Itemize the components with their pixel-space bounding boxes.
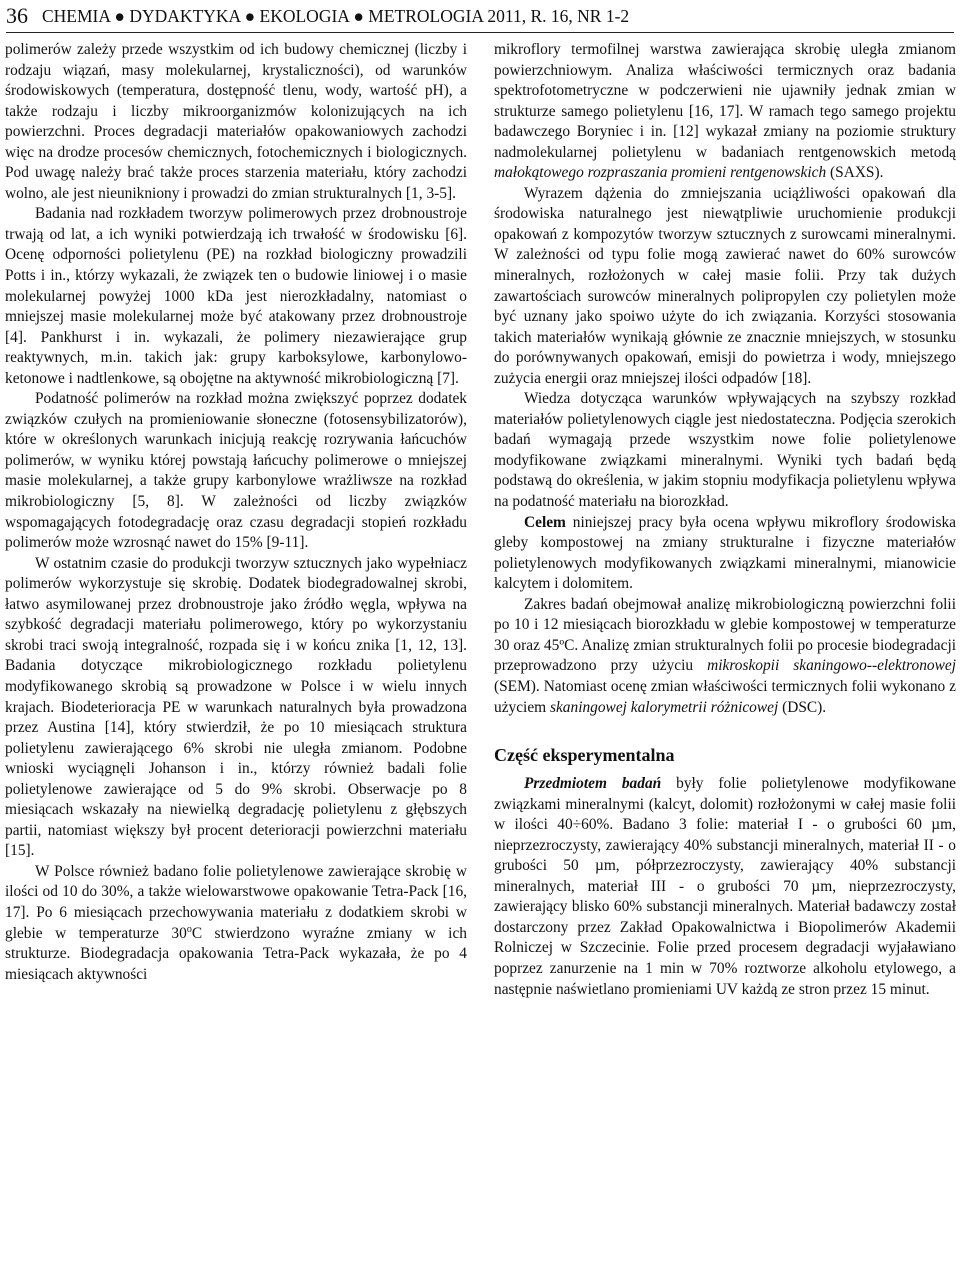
paragraph-text: (SAXS). <box>826 164 884 182</box>
paragraph <box>494 774 956 1000</box>
paragraph: Badania nad rozkładem tworzyw polimerowych przez drobnoustroje trwają od lat, a ich wyniki potwierdzają ich trwałość w środowisku [6]. Ocenę odporności polietylenu (PE) na rozkład biologiczny prowadzili Potts i in., którzy wykazali, że związek ten o budowie liniowej i o masie molekularnej powyżej 1000 kDa jest nierozkładalny, natomiast o mniejszej masie molekularnej może być atakowany przez drobnoustroje [4]. Pankhurst i in. wykazali, że polimery niezawierające grup reaktywnych, m.in. takich jak: grupy karboksylowe, karbonylowo-ketonowe i nadtlenkowe, są obojętne na aktywność mikrobiologiczną [7]. <box>5 205 467 387</box>
bold-italic-term: Przedmiotem badań <box>524 775 662 793</box>
section-heading: Część eksperymentalna <box>494 745 675 766</box>
paragraph-text: niniejszej pracy była ocena wpływu mikroflory środowiska gleby kompostowej na zmiany strukturalne i fizyczne materiałów polietylenowych modyfikowanych związkami mineralnymi, mianowicie kalcytem i dolomitem. <box>494 513 956 593</box>
paragraph <box>5 862 467 985</box>
paragraph-text: były folie polietylenowe modyfikowane związkami mineralnymi (kalcyt, dolomit) rozłożonymi w całej masie folii w ilości 40÷60%. Badano 3 folie: materiał I - o grubości 60 µm, nieprzezroczysty, zawierający 40% substancji mineralnych, materiał II - o grubości 50 µm, półprzezroczysty, zawierający 40% substancji mineralnych, materiał III - o grubości 70 µm, nieprzezroczysty, zawierający blisko 60% substancji mineralnych. Materiał badawczy został dostarczony przez Zakład Opakowalnictwa i Biopolimerów Akademii Rolniczej w Szczecinie. Folie przed procesem degradacji wyjaławiano poprzez zanurzenie na 1 min w 70% roztworze alkoholu etylowego, a następnie naświetlano promieniami UV każdą ze stron przez 15 minut. <box>494 775 956 998</box>
paragraph: Wyrazem dążenia do zmniejszania uciążliwości opakowań dla środowiska naturalnego jest niewątpliwie uruchomienie produkcji opakowań z kompozytów tworzyw sztucznych z surowcami mineralnymi. W zależności od typu folie mogą zawierać nawet do 60% surowców mineralnych, rozłożonych w całej masie folii. Przy tak dużych zawartościach surowców mineralnych polipropylen czy polietylen może być uznany jako spoiwo użyte do ich związania. Korzyści stosowania takich materiałów wynikają głównie ze znacznie mniejszych, w stosunku do porównywanych opakowań, emisji do powietrza i wody, mniejszego zużycia energii oraz mniejszej ilości odpadów [18]. <box>494 184 956 387</box>
paragraph <box>494 595 956 718</box>
paragraph <box>494 40 956 184</box>
right-column <box>494 40 956 1000</box>
paragraph-text: mikroflory termofilnej warstwa zawierająca skrobię uległa zmianom powierzchniowym. Analiza właściwości termicznych oraz badania spektrofotometryczne w podczerwieni nie ujawniły jednak zmian w strukturze samego polietylenu [16, 17]. W ramach tego samego projektu badawczego Boryniec i in. [12] wykazał zmiany na poziomie struktury nadmolekularnej polietylenu w badaniach rentgenowskich metodą <box>494 41 956 161</box>
paragraph: polimerów zależy przede wszystkim od ich budowy chemicznej (liczby i rodzaju wiązań, masy molekularnej, krystaliczności), od warunków środowiskowych (temperatura, dostępność tlenu, wody, wartość pH), a także rodzaju i liczby mikroorganizmów kolonizujących na ich powierzchni. Proces degradacji materiałów opakowaniowych zachodzi więc na drodze procesów chemicznych, fotochemicznych i biologicznych. Pod uwagę należy brać także proces starzenia materiału, który zachodzi wolno, ale jest nieunikniony i prowadzi do zmian strukturalnych [1, 3-5]. <box>5 41 467 202</box>
running-title: CHEMIA ● DYDAKTYKA ● EKOLOGIA ● METROLOGIA 2011, R. 16, NR 1-2 <box>42 6 630 26</box>
paragraph-text: (DSC). <box>778 698 827 716</box>
italic-term: skaningowej kalorymetrii różnicowej <box>549 698 779 716</box>
page-number: 36 <box>6 3 28 28</box>
italic-term: mikroskopii skaningowo--elektronowej <box>707 657 956 675</box>
paragraph-text: C stwierdzono wyraźne zmiany w ich strukturze. Biodegradacja opakowania Tetra-Pack wykazała, że po 4 miesiącach aktywności <box>5 924 467 983</box>
left-column <box>5 40 467 985</box>
paragraph: Wiedza dotycząca warunków wpływających na szybszy rozkład materiałów polietylenowych ciągle jest niedostateczna. Podjęcia szerokich badań wymagają przede wszystkim nowe folie polietylenowe modyfikowane związkami mineralnymi. Wyniki tych badań będą podstawą do określenia, w jakim stopniu modyfikacja polietylenu wpływa na podatność materiału na biorozkład. <box>494 390 956 511</box>
paragraph-text: W Polsce również badano folie polietylenowe zawierające skrobię w ilości od 10 do 30%, a także wielowarstwowe opakowanie Tetra-Pack [16, 17]. Po 6 miesiącach przechowywania materiału z dodatkiem skrobi w glebie w temperaturze 30 <box>5 862 467 942</box>
paragraph <box>494 513 956 595</box>
superscript-degree: o <box>186 923 192 935</box>
bold-term: Celem <box>524 513 566 531</box>
paragraph-text: Zakres badań obejmował analizę mikrobiologiczną powierzchni folii po 10 i 12 miesiącach biorozkładu w glebie kompostowej w temperaturze 30 oraz 45ºC. Analizę zmian strukturalnych folii po procesie biodegradacji przeprowadzono przy użyciu <box>494 595 956 675</box>
paragraph: Podatność polimerów na rozkład można zwiększyć poprzez dodatek związków czułych na promieniowanie słoneczne (fotosensybilizatorów), które w określonych warunkach inicjują reakcję rozrywania łańcuchów polimerów, w wyniku której powstają łańcuchy polimerowe o mniejszej masie molekularnej, a także grupy karbonylowe wrażliwsze na rozkład mikrobiologiczny [5, 8]. W zależności od liczby związków wspomagających fotodegradację oraz czasu degradacji stopień rozkładu polimerów może wzrosnąć nawet do 15% [9-11]. <box>5 390 467 552</box>
paragraph-text: (SEM). Natomiast ocenę zmian właściwości termicznych folii wykonano z użyciem <box>494 677 956 716</box>
italic-term: małokątowego rozpraszania promieni rentgenowskich <box>494 164 827 182</box>
paragraph: W ostatnim czasie do produkcji tworzyw sztucznych jako wypełniacz polimerów wykorzystuje się skrobię. Dodatek biodegradowalnej skrobi, łatwo asymilowanej przez drobnoustroje jako źródło węgla, wpływa na szybkość degradacji materiału polimerowego, który po wykorzystaniu skrobi traci swoją integralność, rozpada się i w końcu znika [1, 12, 13]. Badania dotyczące mikrobiologicznego rozkładu polietylenu modyfikowanego skrobią są prowadzone w Polsce i w wielu innych krajach. Biodeterioracja PE w warunkach naturalnych była prowadzona przez Austina [14], który stwierdził, że po 10 miesiącach struktura polietylenu zawierającego 6% skrobi nie uległa zmianom. Podobne wnioski wyciągnęli Johanson i in., którzy również badali folie polietylenowe zawierające od 5 do 9% skrobi. Obserwacje po 8 miesiącach wskazały na niewielką degradację polietylenu z głębszych partii, natomiast większy był procent deterioracji powierzchni materiału [15]. <box>5 554 467 860</box>
running-header <box>6 2 954 33</box>
